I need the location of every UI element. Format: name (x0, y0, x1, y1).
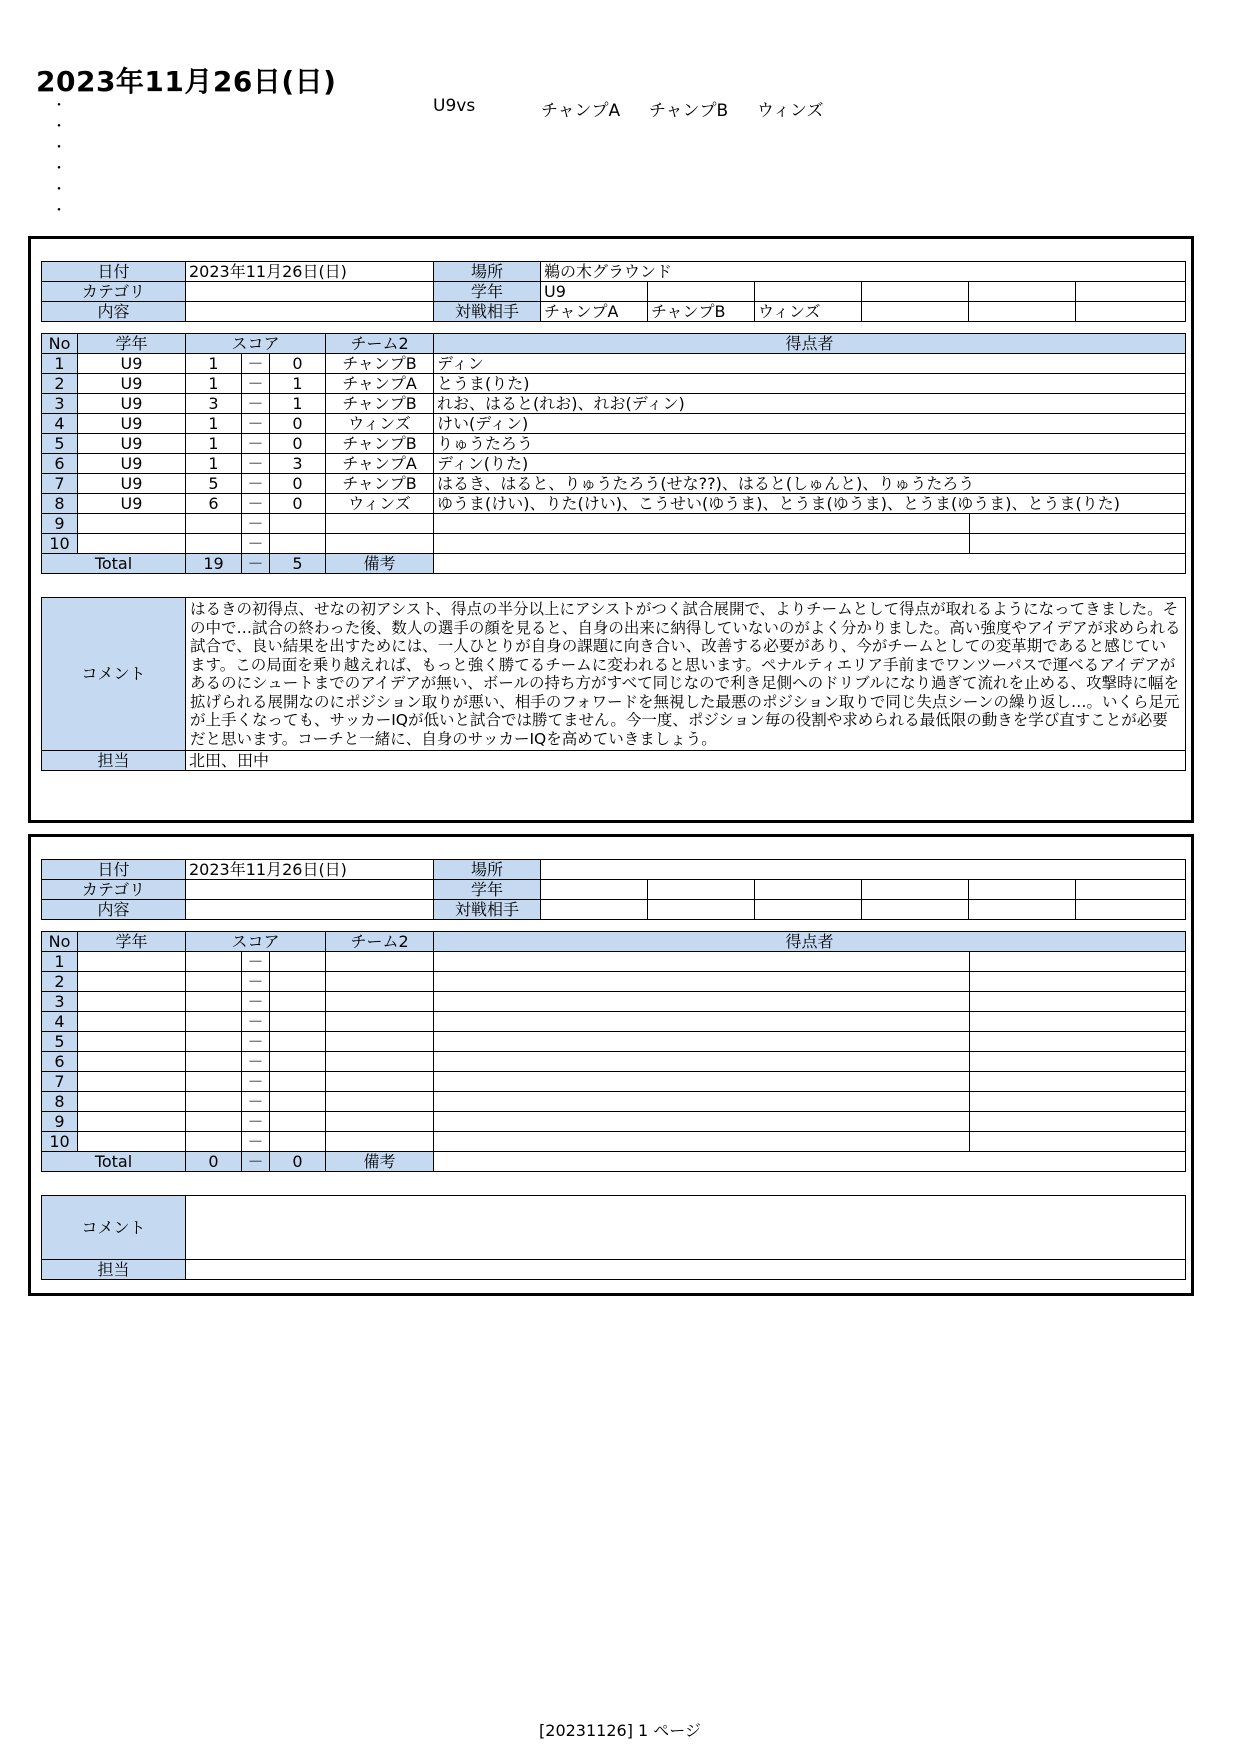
table-row (42, 972, 1186, 992)
row-no: 7 (42, 1072, 78, 1092)
row-no: 2 (42, 972, 78, 992)
row-scorers-extra (970, 992, 1186, 1012)
row-team2: チャンプB (326, 434, 434, 454)
row-scorers (434, 1012, 970, 1032)
row-scorers (434, 1072, 970, 1092)
bullet: ・ (52, 140, 66, 156)
row-score-a (186, 1052, 242, 1072)
row-team2 (326, 1072, 434, 1092)
content-label: 内容 (42, 302, 186, 322)
row-no: 2 (42, 374, 78, 394)
row-no: 10 (42, 534, 78, 554)
total-label: Total (42, 554, 186, 574)
row-no: 1 (42, 952, 78, 972)
row-dash: － (242, 374, 270, 394)
grade-extra (862, 282, 969, 302)
row-team2: チャンプB (326, 474, 434, 494)
place-label: 場所 (434, 860, 541, 880)
row-no: 4 (42, 414, 78, 434)
remarks-value (434, 1152, 1186, 1172)
row-grade: U9 (78, 434, 186, 454)
row-score-b: 3 (270, 454, 326, 474)
table-row (42, 494, 1186, 514)
row-no: 8 (42, 1092, 78, 1112)
row-scorers (434, 992, 970, 1012)
no-header: No (42, 334, 78, 354)
row-score-b (270, 1112, 326, 1132)
row-score-b: 0 (270, 414, 326, 434)
row-score-b (270, 1132, 326, 1152)
row-grade (78, 1132, 186, 1152)
row-score-a (186, 1092, 242, 1112)
row-scorers-extra (970, 1112, 1186, 1132)
date-value: 2023年11月26日(日) (186, 262, 434, 282)
bullet-list (52, 96, 66, 222)
summary-grade: U9vs (433, 96, 476, 116)
content-value (186, 900, 434, 920)
row-no: 3 (42, 992, 78, 1012)
total-score-a: 0 (186, 1152, 242, 1172)
row-dash: － (242, 1012, 270, 1032)
row-grade (78, 1012, 186, 1032)
row-score-a (186, 514, 242, 534)
total-score-a: 19 (186, 554, 242, 574)
grade-extra (648, 282, 755, 302)
row-dash: － (242, 354, 270, 374)
no-header: No (42, 932, 78, 952)
row-scorers: ディン(りた) (434, 454, 1186, 474)
opponent-value (755, 900, 862, 920)
opponent-value (862, 302, 969, 322)
grade-extra (648, 880, 755, 900)
row-scorers-extra (970, 972, 1186, 992)
row-scorers: とうま(りた) (434, 374, 1186, 394)
row-grade (78, 1092, 186, 1112)
grade-header: 学年 (78, 334, 186, 354)
row-team2: チャンプB (326, 394, 434, 414)
staff-value: 北田、田中 (186, 751, 1186, 771)
row-score-a (186, 972, 242, 992)
row-no: 1 (42, 354, 78, 374)
total-score-b: 0 (270, 1152, 326, 1172)
results-table (41, 931, 1186, 1172)
category-value (186, 880, 434, 900)
total-row (42, 554, 1186, 574)
place-value (541, 860, 1186, 880)
bullet: ・ (52, 161, 66, 177)
table-row (42, 1112, 1186, 1132)
row-score-b (270, 992, 326, 1012)
bullet: ・ (52, 98, 66, 114)
row-score-b: 0 (270, 434, 326, 454)
page-title: 2023年11月26日(日) (36, 65, 337, 98)
row-score-a: 5 (186, 474, 242, 494)
place-label: 場所 (434, 262, 541, 282)
row-score-b (270, 1052, 326, 1072)
row-score-a: 1 (186, 354, 242, 374)
row-score-a: 1 (186, 414, 242, 434)
row-team2 (326, 1092, 434, 1112)
comment-text (186, 1196, 1186, 1260)
header-table (41, 859, 1186, 920)
total-label: Total (42, 1152, 186, 1172)
table-row (42, 514, 1186, 534)
row-scorers (434, 514, 970, 534)
row-dash: － (242, 1132, 270, 1152)
results-table (41, 333, 1186, 574)
row-dash: － (242, 1052, 270, 1072)
row-no: 10 (42, 1132, 78, 1152)
team2-header: チーム2 (326, 334, 434, 354)
table-row (42, 1092, 1186, 1112)
row-score-a (186, 1072, 242, 1092)
row-score-b (270, 534, 326, 554)
row-score-b: 1 (270, 374, 326, 394)
total-row (42, 1152, 1186, 1172)
grade-extra (755, 282, 862, 302)
place-value: 鵜の木グラウンド (541, 262, 1186, 282)
row-scorers-extra (970, 1092, 1186, 1112)
row-scorers (434, 1132, 970, 1152)
row-team2: チャンプA (326, 374, 434, 394)
row-grade (78, 514, 186, 534)
row-no: 9 (42, 514, 78, 534)
row-scorers-extra (970, 534, 1186, 554)
row-grade: U9 (78, 374, 186, 394)
opponent-label: 対戦相手 (434, 900, 541, 920)
row-dash: － (242, 494, 270, 514)
bullet: ・ (52, 182, 66, 198)
row-no: 8 (42, 494, 78, 514)
row-team2 (326, 1012, 434, 1032)
row-team2: チャンプB (326, 354, 434, 374)
row-scorers (434, 1052, 970, 1072)
table-row (42, 992, 1186, 1012)
opponent-value (1076, 302, 1186, 322)
row-score-a: 3 (186, 394, 242, 414)
row-grade: U9 (78, 394, 186, 414)
opponent-value: チャンプA (541, 302, 648, 322)
grade-label: 学年 (434, 282, 541, 302)
row-score-b: 0 (270, 474, 326, 494)
remarks-value (434, 554, 1186, 574)
row-grade (78, 1072, 186, 1092)
content-label: 内容 (42, 900, 186, 920)
row-dash: － (242, 534, 270, 554)
table-row (42, 434, 1186, 454)
date-label: 日付 (42, 262, 186, 282)
grade-extra (755, 880, 862, 900)
table-row (42, 394, 1186, 414)
table-row (42, 952, 1186, 972)
row-scorers (434, 1092, 970, 1112)
opponent-value (969, 900, 1076, 920)
header-table (41, 261, 1186, 322)
row-dash: － (242, 1092, 270, 1112)
summary-team: ウィンズ (757, 101, 824, 121)
row-scorers: ゆうま(けい)、りた(けい)、こうせい(ゆうま)、とうま(ゆうま)、とうま(ゆうま)、とうま(りた) (434, 494, 1186, 514)
table-row (42, 374, 1186, 394)
staff-value (186, 1260, 1186, 1280)
row-score-a (186, 534, 242, 554)
row-scorers-extra (970, 1072, 1186, 1092)
table-row (42, 1012, 1186, 1032)
row-grade (78, 992, 186, 1012)
row-no: 6 (42, 454, 78, 474)
row-scorers (434, 534, 970, 554)
row-score-a (186, 992, 242, 1012)
row-grade (78, 972, 186, 992)
opponent-value (969, 302, 1076, 322)
grade-header: 学年 (78, 932, 186, 952)
remarks-label: 備考 (326, 1152, 434, 1172)
total-score-b: 5 (270, 554, 326, 574)
row-score-a (186, 1112, 242, 1132)
row-scorers-extra (970, 1132, 1186, 1152)
row-score-b (270, 1032, 326, 1052)
table-row (42, 534, 1186, 554)
row-dash: － (242, 1112, 270, 1132)
row-team2 (326, 534, 434, 554)
row-no: 9 (42, 1112, 78, 1132)
grade-extra (1076, 880, 1186, 900)
category-label: カテゴリ (42, 282, 186, 302)
content-value (186, 302, 434, 322)
row-grade: U9 (78, 414, 186, 434)
row-scorers (434, 1032, 970, 1052)
table-row (42, 1032, 1186, 1052)
row-scorers-extra (970, 952, 1186, 972)
row-grade (78, 1052, 186, 1072)
row-dash: － (242, 1032, 270, 1052)
row-dash: － (242, 414, 270, 434)
row-team2 (326, 972, 434, 992)
match-report-2 (28, 834, 1194, 1296)
row-grade (78, 534, 186, 554)
row-score-a (186, 952, 242, 972)
row-scorers: れお、はると(れお)、れお(ディン) (434, 394, 1186, 414)
opponent-value (862, 900, 969, 920)
table-row (42, 474, 1186, 494)
row-score-b (270, 1012, 326, 1032)
opponent-value (1076, 900, 1186, 920)
row-no: 4 (42, 1012, 78, 1032)
grade-value (541, 880, 648, 900)
row-dash: － (242, 992, 270, 1012)
date-label: 日付 (42, 860, 186, 880)
row-scorers: けい(ディン) (434, 414, 1186, 434)
row-scorers (434, 1112, 970, 1132)
row-dash: － (242, 474, 270, 494)
table-row (42, 1132, 1186, 1152)
grade-extra (969, 880, 1076, 900)
row-dash: － (242, 454, 270, 474)
page-footer: [20231126] 1 ページ (539, 1721, 701, 1740)
row-scorers: はるき、はると、りゅうたろう(せな??)、はると(しゅんと)、りゅうたろう (434, 474, 1186, 494)
row-score-b: 1 (270, 394, 326, 414)
score-header: スコア (186, 932, 326, 952)
opponent-label: 対戦相手 (434, 302, 541, 322)
row-no: 5 (42, 434, 78, 454)
row-scorers (434, 952, 970, 972)
summary-team: チャンプB (649, 101, 729, 121)
row-score-a: 1 (186, 434, 242, 454)
match-report-1 (28, 236, 1194, 823)
row-scorers-extra (970, 1052, 1186, 1072)
row-score-a: 6 (186, 494, 242, 514)
row-team2 (326, 992, 434, 1012)
row-team2: チャンプA (326, 454, 434, 474)
scorers-header: 得点者 (434, 932, 1186, 952)
team2-header: チーム2 (326, 932, 434, 952)
row-score-b (270, 514, 326, 534)
total-dash: － (242, 554, 270, 574)
row-team2 (326, 514, 434, 534)
row-score-b (270, 1072, 326, 1092)
table-row (42, 354, 1186, 374)
row-no: 7 (42, 474, 78, 494)
row-no: 3 (42, 394, 78, 414)
row-score-a (186, 1132, 242, 1152)
row-dash: － (242, 952, 270, 972)
row-grade: U9 (78, 454, 186, 474)
comment-label: コメント (42, 1196, 186, 1260)
row-team2: ウィンズ (326, 494, 434, 514)
row-no: 5 (42, 1032, 78, 1052)
grade-extra (862, 880, 969, 900)
comment-table (41, 597, 1186, 771)
total-dash: － (242, 1152, 270, 1172)
table-row (42, 1072, 1186, 1092)
score-header: スコア (186, 334, 326, 354)
bullet: ・ (52, 203, 66, 219)
row-score-b: 0 (270, 494, 326, 514)
opponent-value: ウィンズ (755, 302, 862, 322)
remarks-label: 備考 (326, 554, 434, 574)
row-grade: U9 (78, 354, 186, 374)
row-dash: － (242, 394, 270, 414)
comment-text: はるきの初得点、せなの初アシスト、得点の半分以上にアシストがつく試合展開で、よりチームとして得点が取れるようになってきました。その中で…試合の終わった後、数人の選手の顔を見ると、自身の出来に納得していないのがよく分かりました。高い強度やアイデアが求められる試合で、良い結果を出すためには、一人ひとりが自身の課題に向き合い、改善する必要があり、今がチームとしての変革期であると感じています。この局面を乗り越えれば、もっと強く勝てるチームに変われると思います。ペナルティエリア手前までワンツーパスで運べるアイデアがあるのにシュートまでのアイデアが無い、ボールの持ち方がすべて同じなので利き足側へのドリブルになり過ぎて流れを止める、攻撃時に幅を拡げられる展開なのにポジション取りが悪い、相手のフォワードを無視した最悪のポジション取りで同じ失点シーンの繰り返し…。いくら足元が上手くなっても、サッカーIQが低いと試合では勝てません。今一度、ポジション毎の役割や求められる最低限の動きを学び直すことが必要だと思います。コーチと一緒に、自身のサッカーIQを高めていきましょう。 (186, 598, 1186, 751)
row-team2 (326, 1132, 434, 1152)
opponent-value (541, 900, 648, 920)
row-scorers: りゅうたろう (434, 434, 1186, 454)
summary-team: チャンプA (541, 101, 621, 121)
table-row (42, 454, 1186, 474)
staff-label: 担当 (42, 1260, 186, 1280)
row-grade: U9 (78, 474, 186, 494)
row-score-b (270, 1092, 326, 1112)
row-scorers-extra (970, 1012, 1186, 1032)
row-grade (78, 1032, 186, 1052)
category-value (186, 282, 434, 302)
row-no: 6 (42, 1052, 78, 1072)
opponent-value (648, 900, 755, 920)
row-grade: U9 (78, 494, 186, 514)
row-score-b (270, 952, 326, 972)
row-score-a (186, 1012, 242, 1032)
comment-table (41, 1195, 1186, 1280)
date-value: 2023年11月26日(日) (186, 860, 434, 880)
grade-extra (969, 282, 1076, 302)
row-dash: － (242, 434, 270, 454)
row-dash: － (242, 514, 270, 534)
row-team2 (326, 1052, 434, 1072)
row-dash: － (242, 1072, 270, 1092)
scorers-header: 得点者 (434, 334, 1186, 354)
row-score-a: 1 (186, 454, 242, 474)
category-label: カテゴリ (42, 880, 186, 900)
row-scorers-extra (970, 1032, 1186, 1052)
row-dash: － (242, 972, 270, 992)
row-score-b: 0 (270, 354, 326, 374)
row-scorers-extra (970, 514, 1186, 534)
row-grade (78, 952, 186, 972)
row-score-a (186, 1032, 242, 1052)
grade-extra (1076, 282, 1186, 302)
table-row (42, 1052, 1186, 1072)
row-team2: ウィンズ (326, 414, 434, 434)
opponent-value: チャンプB (648, 302, 755, 322)
grade-value: U9 (541, 282, 648, 302)
row-team2 (326, 1032, 434, 1052)
row-team2 (326, 952, 434, 972)
row-scorers (434, 972, 970, 992)
row-team2 (326, 1112, 434, 1132)
comment-label: コメント (42, 598, 186, 751)
row-grade (78, 1112, 186, 1132)
row-score-b (270, 972, 326, 992)
table-row (42, 414, 1186, 434)
row-scorers: ディン (434, 354, 1186, 374)
grade-label: 学年 (434, 880, 541, 900)
staff-label: 担当 (42, 751, 186, 771)
bullet: ・ (52, 119, 66, 135)
row-score-a: 1 (186, 374, 242, 394)
